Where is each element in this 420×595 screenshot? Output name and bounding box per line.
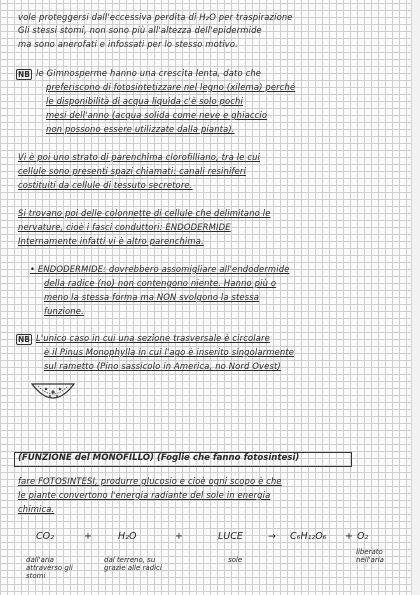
text-line: Gli stessi stomi, non sono più all'altezza dell'epidermide [18, 25, 262, 35]
text-line: meno la stessa forma ma NON svolgono la stessa [44, 292, 260, 302]
text-line: ma sono anerofati e infossati per lo stesso motivo. [18, 39, 238, 49]
formula-arrow: → [268, 531, 276, 542]
text-line: è il Pinus Monophylla in cui l'ago è inserito singolarmente [44, 347, 295, 357]
text-line: vole proteggersi dall'eccessiva perdita di H₂O per traspirazione [18, 12, 293, 22]
formula-o2: O₂ [357, 531, 369, 542]
formula-luce: LUCE [218, 531, 243, 542]
text-line: funzione. [44, 306, 84, 316]
formula-glucose: C₆H₁₂O₆ [290, 531, 327, 542]
text-line: della radice (no) non contengono niente. Hanno più o [44, 278, 277, 288]
o2-note: liberato nell'aria [356, 548, 384, 564]
text-line: sul rametto (Pino sassicolo in America, no Nord Ovest) [44, 361, 281, 371]
formula-h2o: H₂O [118, 531, 137, 542]
text-line: le Gimnosperme hanno una crescita lenta, dato che [36, 68, 262, 78]
h2o-note: dal terreno, su grazie alle radici [104, 556, 162, 572]
text-line: Si trovano poi delle colonnette di cellule che delimitano le [18, 208, 271, 218]
text-line: preferiscono di fotosintetizzare nel legno (xilema) perché [46, 82, 296, 92]
needle-cross-section-sketch [30, 378, 76, 408]
formula-co2: CO₂ [36, 531, 54, 542]
text-line: nervature, cioè i fasci conduttori: ENDODERMIDE [18, 222, 231, 232]
text-line: fare FOTOSINTESI, produrre glucosio e cioè ogni scopo è che [18, 476, 282, 486]
text-line: chimica. [18, 504, 55, 514]
text-line: non possono essere utilizzate dalla pianta). [46, 124, 235, 134]
formula-plus: + [345, 531, 353, 542]
text-line: • ENDODERMIDE: dovrebbero assomigliare all'endodermide [30, 264, 290, 274]
formula-plus: + [175, 531, 183, 542]
nb-label: NB [18, 335, 30, 344]
formula-plus: + [84, 531, 92, 542]
section-heading: (FUNZIONE del MONOFILLO) (Foglie che fanno fotosintesi) [18, 453, 300, 463]
luce-note: sole [228, 556, 243, 564]
text-line: L'unico caso in cui una sezione trasversale è circolare [36, 333, 270, 343]
text-line: costituiti da cellule di tessuto secretore. [18, 180, 193, 190]
text-line: Vi è poi uno strato di parenchima clorofilliano, tra le cui [18, 152, 261, 162]
text-line: le disponibilità di acqua liquida c'è solo pochi [46, 96, 243, 106]
text-line: cellule sono presenti spazi chiamati: canali resiniferi [18, 166, 246, 176]
text-line: le piante convertono l'energia radiante del sole in energia [18, 490, 271, 500]
text-line: Internamente infatti vi è altro parenchima. [18, 236, 204, 246]
nb-label: NB [18, 70, 30, 79]
text-line: mesi dell'anno (acqua solida come neve e ghiaccio [46, 110, 268, 120]
notebook-binding-edge [411, 0, 420, 595]
co2-note: dall'aria attraverso gli stomi [26, 556, 73, 580]
